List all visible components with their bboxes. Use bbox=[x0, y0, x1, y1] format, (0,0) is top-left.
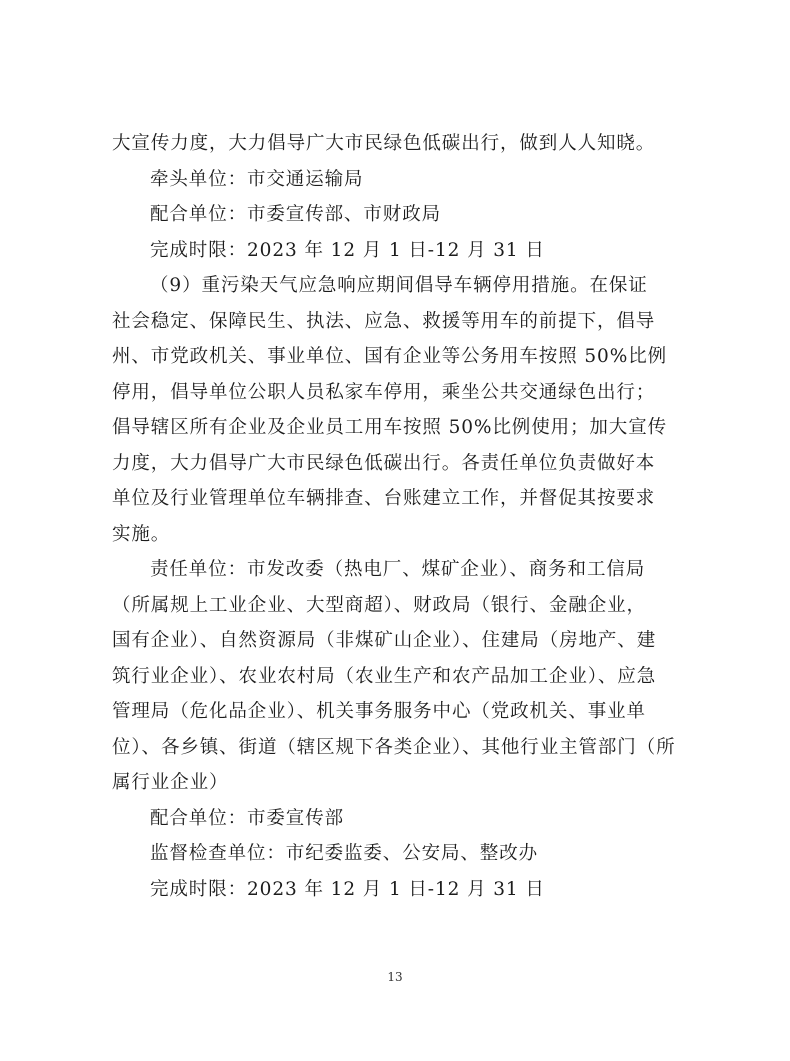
paragraph-line: 实施。 bbox=[112, 523, 171, 545]
paragraph-line: 社会稳定、保障民生、执法、应急、救援等用车的前提下，倡导 bbox=[112, 310, 656, 332]
paragraph-line: 停用，倡导单位公职人员私家车停用，乘坐公共交通绿色出行； bbox=[112, 381, 656, 403]
item-heading-line: （9）重污染天气应急响应期间倡导车辆停用措施。在保证 bbox=[150, 275, 648, 296]
paragraph-line: 管理局（危化品企业）、机关事务服务中心（党政机关、事业单 bbox=[112, 701, 646, 722]
paragraph-line: 属行业企业） bbox=[112, 772, 229, 793]
paragraph-line: 位）、各乡镇、街道（辖区规下各类企业）、其他行业主管部门（所 bbox=[112, 736, 676, 758]
deadline-line: 完成时限：2023 年 12 月 1 日-12 月 31 日 bbox=[150, 239, 545, 261]
lead-unit-line: 牵头单位：市交通运输局 bbox=[150, 168, 364, 190]
supervision-unit-line: 监督检查单位：市纪委监委、公安局、整改办 bbox=[150, 843, 539, 864]
deadline-line: 完成时限：2023 年 12 月 1 日-12 月 31 日 bbox=[150, 878, 545, 900]
cooperating-unit-line: 配合单位：市委宣传部 bbox=[150, 807, 345, 829]
paragraph-line: 筑行业企业）、农业农村局（农业生产和农产品加工企业）、应急 bbox=[112, 665, 657, 687]
paragraph-line: 力度，大力倡导广大市民绿色低碳出行。各责任单位负责做好本 bbox=[112, 452, 656, 474]
paragraph-line: 国有企业）、自然资源局（非煤矿山企业）、住建局（房地产、建 bbox=[112, 630, 657, 651]
responsible-unit-line: 责任单位：市发改委（热电厂、煤矿企业）、商务和工信局 bbox=[150, 559, 646, 580]
paragraph-line: 倡导辖区所有企业及企业员工用车按照 50%比例使用；加大宣传 bbox=[112, 417, 668, 438]
paragraph-line: 大宣传力度，大力倡导广大市民绿色低碳出行，做到人人知晓。 bbox=[112, 133, 656, 154]
page-number: 13 bbox=[387, 970, 403, 984]
paragraph-line: （所属规上工业企业、大型商超）、财政局（银行、金融企业， bbox=[112, 594, 646, 616]
document-body bbox=[112, 126, 712, 907]
paragraph-line: 州、市党政机关、事业单位、国有企业等公务用车按照 50%比例 bbox=[112, 346, 668, 367]
cooperating-unit-line: 配合单位：市委宣传部、市财政局 bbox=[150, 204, 442, 225]
paragraph-line: 单位及行业管理单位车辆排查、台账建立工作，并督促其按要求 bbox=[112, 488, 656, 509]
